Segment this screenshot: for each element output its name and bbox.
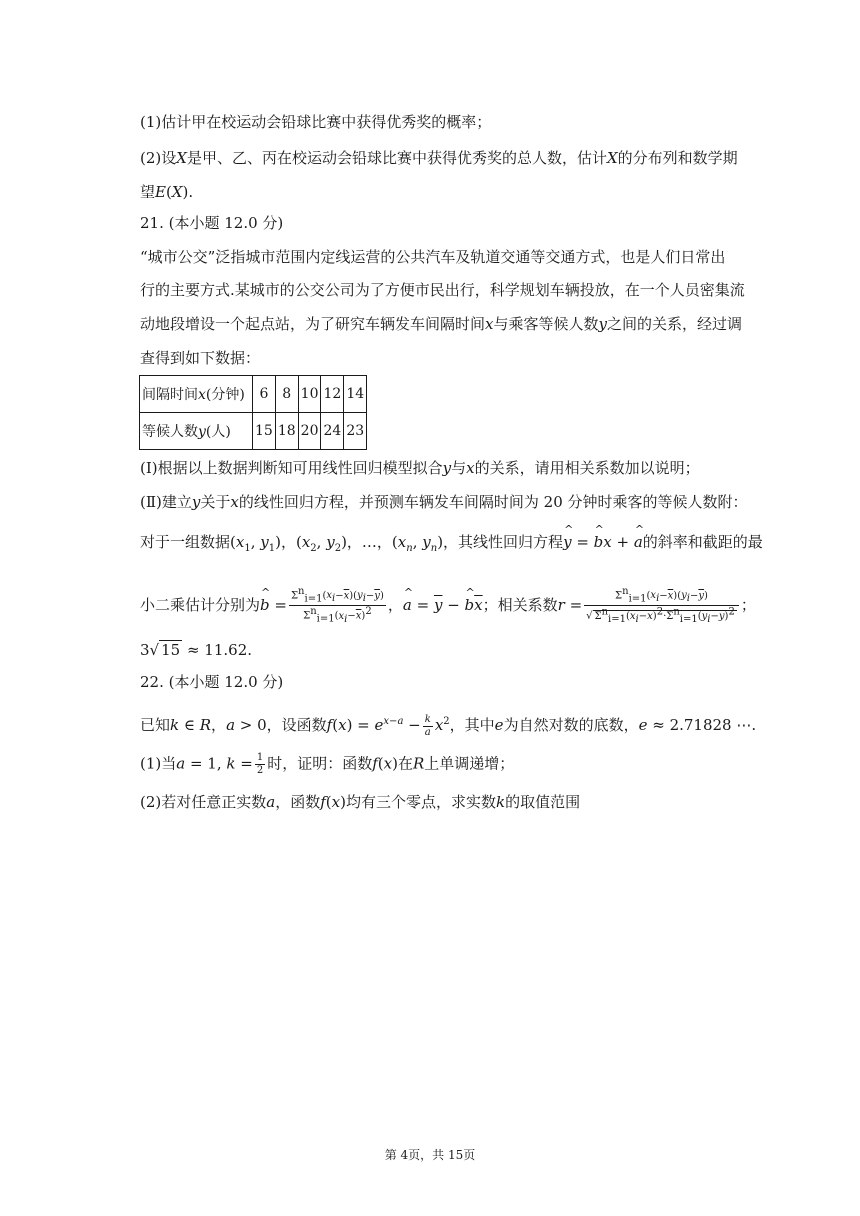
q21-part1: (Ⅰ)根据以上数据判断知可用线性回归模型拟合y与x的关系，请用相关系数加以说明； (140, 459, 700, 477)
table-cell: 14 (344, 376, 367, 413)
table-cell: 12 (321, 376, 344, 413)
q21-header: 21. (本小题 12.0 分) (140, 214, 284, 232)
q20-part2-line2: 望E(X). (140, 183, 194, 201)
table-cell: 20 (298, 413, 321, 450)
table-cell: 23 (344, 413, 367, 450)
q21-intro-1: “城市公交”泛指城市范围内定线运营的公共汽车及轨道交通等交通方式，也是人们日常出 (140, 248, 726, 266)
q22-header: 22. (本小题 12.0 分) (140, 673, 284, 691)
q21-formula-2: 小二乘估计分别为^ b = $\frac{\Sigma^n_{i=1}(x_i-\overline{x})(y_i-\overline{y})}{\Sigma^n_{i=1}(x_i-\overline{x})^2}$ ，^ $a = \overline{y}$ − ^ $b\overline{x}$；相关系数r = $\frac{\Sigma^n_{i=1}(x_i-\overline{x})(y_i-\overline{y})}{√ \Sigma^n_{i=1}(x_i-\overline{x})^2\cdot\Sigma^n_{i=1}(y_i-\overline{y})^2}$ ； (140, 586, 756, 626)
q22-part1: (1)当a = 1, k = $\frac{1}{2}$ 时，证明：函数f(x)在R上单调递增； (140, 752, 515, 776)
table-row (140, 413, 367, 450)
q21-formula-1: 对于一组数据($x_1$, $y_1$)，($x_2$, $y_2$)，…，($x_n$, $y_n$)，其线性回归方程^ y = ^ bx + ^ a的斜率和截距的最 (140, 532, 763, 559)
q21-part2: (Ⅱ)建立y关于x的线性回归方程，并预测车辆发车间隔时间为 20 分钟时乘客的等候人数附： (140, 493, 748, 511)
table-cell: 6 (253, 376, 276, 413)
table-row (140, 376, 367, 413)
q20-part1: (1)估计甲在校运动会铅球比赛中获得优秀奖的概率； (140, 113, 492, 131)
row-label-waiting: 等候人数y(人) (140, 413, 253, 450)
table-cell: 18 (275, 413, 298, 450)
q21-intro-4: 查得到如下数据： (140, 349, 261, 367)
q21-intro-3: 动地段增设一个起点站，为了研究车辆发车间隔时间x与乘客等候人数y之间的关系，经过调 (140, 315, 742, 333)
table-cell: 10 (298, 376, 321, 413)
q22-part2: (2)若对任意正实数a，函数f(x)均有三个零点，求实数k的取值范围 (140, 793, 581, 811)
row-label-interval: 间隔时间x(分钟) (140, 376, 253, 413)
q20-part2-line1: (2)设X是甲、乙、丙在校运动会铅球比赛中获得优秀奖的总人数，估计X的分布列和数学期 (140, 149, 738, 167)
table-cell: 15 (253, 413, 276, 450)
table-cell: 8 (275, 376, 298, 413)
q21-intro-2: 行的主要方式.某城市的公交公司为了方便市民出行，科学规划车辆投放，在一个人员密集流 (140, 281, 745, 299)
table-cell: 24 (321, 413, 344, 450)
q22-intro: 已知k ∈ R，a > 0，设函数$f(x) = e^{x-a}$ − $\frac{k}{a}$ $x^2$，其中e为自然对数的底数，e ≈ 2.71828 ⋯. (140, 713, 757, 738)
page-footer: 第 4页，共 15页 (384, 1148, 476, 1162)
q21-formula-3: 3√ 15 ≈ 11.62. (140, 641, 253, 659)
data-table (139, 375, 367, 450)
